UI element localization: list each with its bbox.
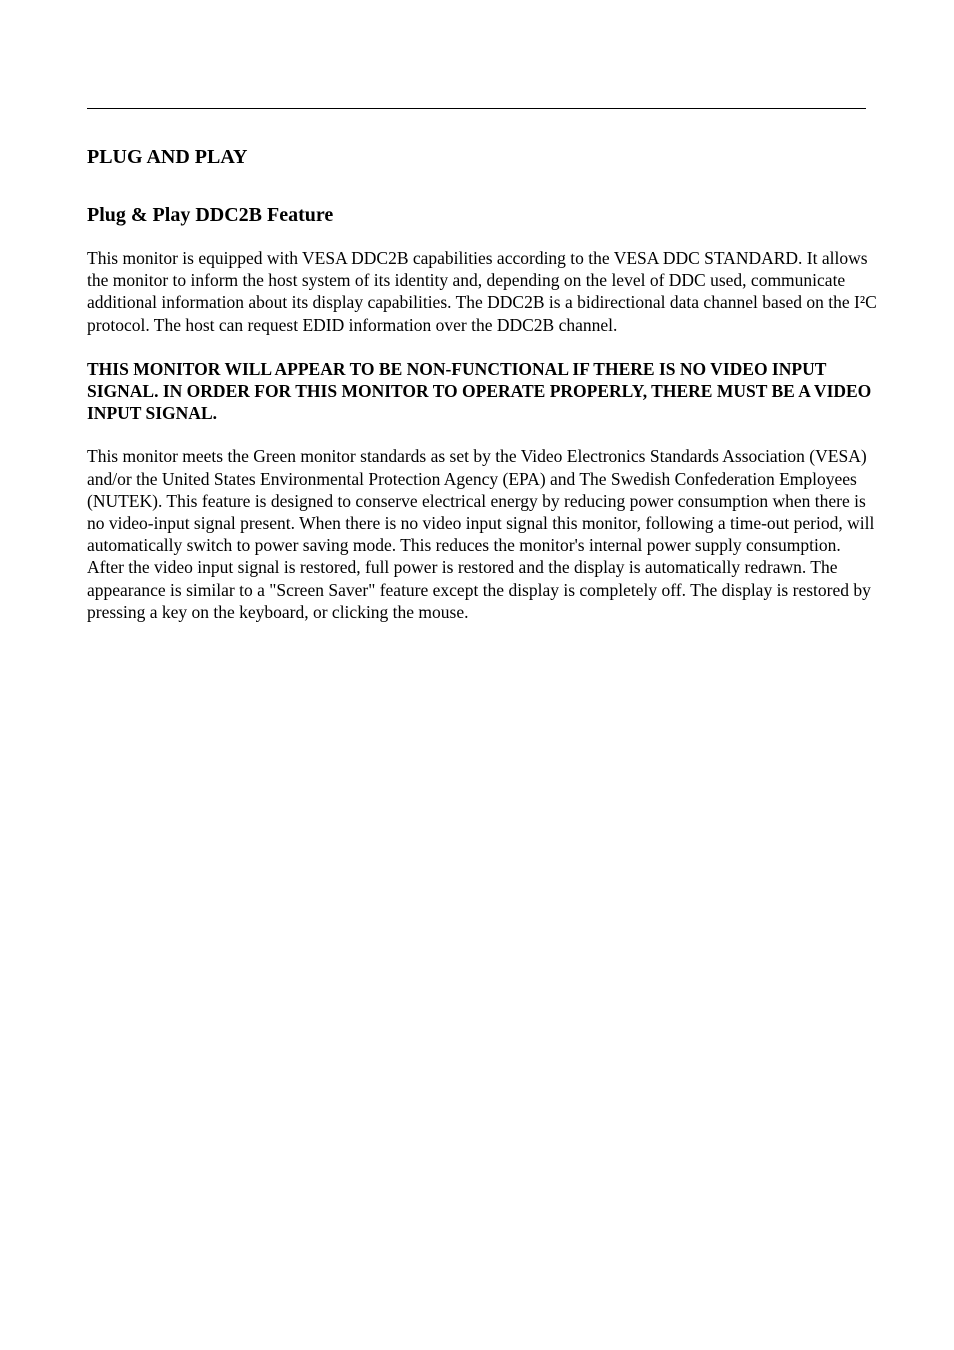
header-rule (87, 108, 866, 109)
document-body (87, 143, 879, 623)
ddc2b-paragraph: This monitor is equipped with VESA DDC2B capabilities according to the VESA DDC STANDARD. It allows the monitor to inform the host system of its identity and, depending on the level of DDC used, communicate additional information about its display capabilities. The DDC2B is a bidirectional data channel based on the I²C protocol. The host can request EDID information over the DDC2B channel. (87, 248, 877, 335)
video-signal-warning: THIS MONITOR WILL APPEAR TO BE NON-FUNCTIONAL IF THERE IS NO VIDEO INPUT SIGNAL. IN ORDER FOR THIS MONITOR TO OPERATE PROPERLY, THERE MUST BE A VIDEO INPUT SIGNAL. (87, 358, 872, 424)
section-title: PLUG AND PLAY (87, 146, 248, 168)
subsection-title: Plug & Play DDC2B Feature (87, 204, 334, 226)
green-standards-paragraph: This monitor meets the Green monitor standards as set by the Video Electronics Standards Association (VESA) and/or the United States Environmental Protection Agency (EPA) and The Swedish Confederation Employees (NUTEK). This feature is designed to conserve electrical energy by reducing power consumption when there is no video-input signal present. When there is no video input signal this monitor, following a time-out period, will automatically switch to power saving mode. This reduces the monitor's internal power supply consumption. After the video input signal is restored, full power is restored and the display is automatically redrawn. The appearance is similar to a "Screen Saver" feature except the display is completely off. The display is restored by pressing a key on the keyboard, or clicking the mouse. (87, 446, 875, 622)
